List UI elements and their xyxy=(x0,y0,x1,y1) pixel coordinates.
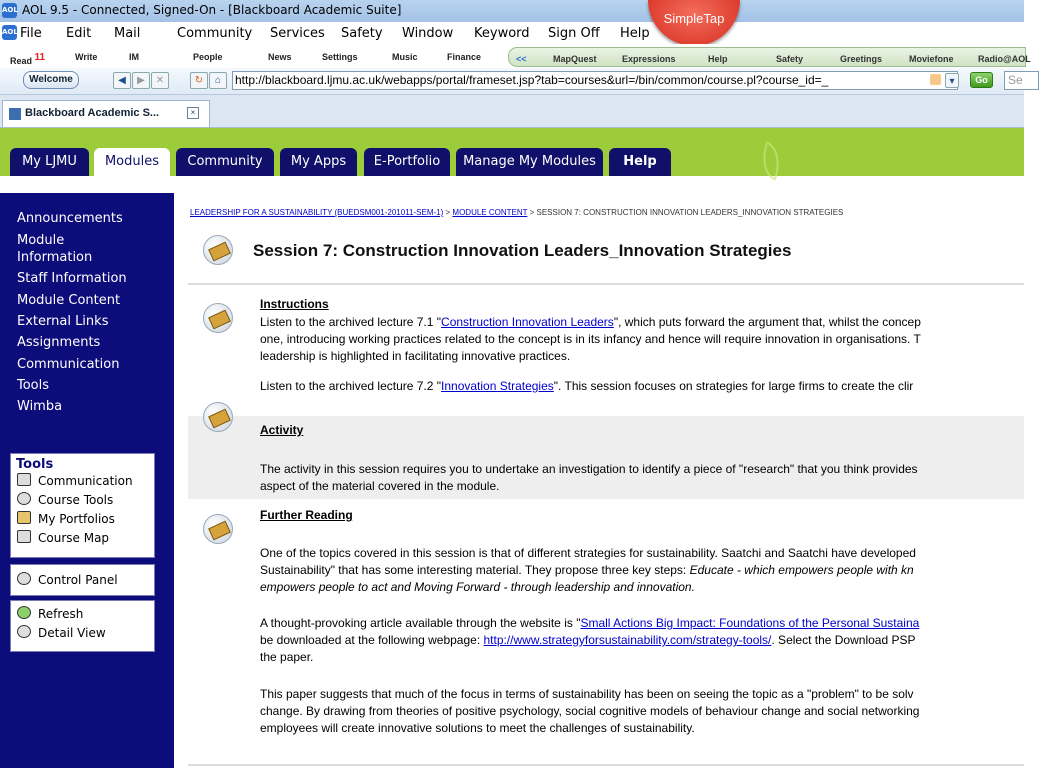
toolbar-write[interactable]: Write xyxy=(75,52,98,62)
further-reading-text: Sustainability" that has some interesting material. They propose three key steps: xyxy=(260,563,690,577)
toolbar-read[interactable] xyxy=(10,52,45,66)
divider xyxy=(188,283,1024,285)
tools-my-portfolios[interactable] xyxy=(11,510,154,529)
divider xyxy=(188,764,1024,766)
go-button[interactable]: Go xyxy=(970,72,993,88)
tools-course-map-label: Course Map xyxy=(38,531,110,545)
window-title: AOL 9.5 - Connected, Signed-On - [Blackboard Academic Suite] xyxy=(22,3,402,17)
toolbar-finance[interactable]: Finance xyxy=(447,52,482,62)
tab-my-ljmu[interactable]: My LJMU xyxy=(10,148,89,176)
read-label: Read xyxy=(10,56,33,66)
url-dropdown-icon[interactable]: ▾ xyxy=(945,73,959,88)
directory-radio[interactable]: Radio@AOL xyxy=(978,54,1031,64)
instructions-text: ". This session focuses on strategies for large firms to create the clir xyxy=(553,379,914,393)
sidebar-item-announcements[interactable]: Announcements xyxy=(17,211,123,226)
further-reading-line-6: the paper. xyxy=(260,650,314,664)
further-reading-line-5 xyxy=(260,632,1030,648)
further-reading-line-9: employees will create innovative solutions to meet the challenges of sustainability. xyxy=(260,721,695,735)
small-actions-article-link[interactable]: Small Actions Big Impact: Foundations of the Personal Sustaina xyxy=(580,616,920,630)
toolbar-music[interactable]: Music xyxy=(392,52,418,62)
tools-course-map[interactable] xyxy=(11,529,154,548)
leaf-decoration-icon xyxy=(755,141,787,180)
further-reading-heading[interactable]: Further Reading xyxy=(260,508,353,522)
refresh-icon xyxy=(17,606,31,619)
tools-communication[interactable] xyxy=(11,472,154,491)
url-input[interactable]: http://blackboard.ljmu.ac.uk/webapps/portal/frameset.jsp?tab=courses&url=/bin/common/course.pl?course_id=_ xyxy=(232,71,958,90)
breadcrumb-link-course[interactable]: LEADERSHIP FOR A SUSTAINABILITY (BUEDSM001-201011-SEM-1) xyxy=(190,208,444,217)
instructions-heading[interactable]: Instructions xyxy=(260,297,329,311)
breadcrumb xyxy=(190,208,843,217)
menu-keyword[interactable]: Keyword xyxy=(474,26,530,41)
home-icon[interactable]: ⌂ xyxy=(209,72,227,89)
menu-sign-off[interactable]: Sign Off xyxy=(548,26,600,41)
sidebar-item-external-links[interactable]: External Links xyxy=(17,314,109,329)
further-reading-item-icon xyxy=(203,514,233,544)
further-reading-line-1: One of the topics covered in this session is that of different strategies for sustainability. Saatchi and Saatchi have developed xyxy=(260,546,916,560)
welcome-button[interactable]: Welcome xyxy=(23,71,79,89)
detail-view-label: Detail View xyxy=(38,626,106,640)
sidebar-item-staff-information[interactable]: Staff Information xyxy=(17,271,127,286)
window-title-bar xyxy=(0,0,1024,23)
menu-window[interactable]: Window xyxy=(402,26,454,41)
breadcrumb-separator: > xyxy=(443,208,453,217)
further-reading-line-4 xyxy=(260,615,1030,631)
further-reading-italic: Educate - which empowers people with kn xyxy=(689,563,914,577)
sidebar-item-assignments[interactable]: Assignments xyxy=(17,335,101,350)
breadcrumb-link-module-content[interactable]: MODULE CONTENT xyxy=(452,208,528,217)
tab-modules[interactable]: Modules xyxy=(94,148,170,176)
strategy-tools-link[interactable]: http://www.strategyforsustainability.com/strategy-tools/ xyxy=(483,633,772,647)
blackboard-tab-icon xyxy=(9,108,21,120)
further-reading-text: be downloaded at the following webpage: xyxy=(260,633,484,647)
instructions-text: Listen to the archived lecture 7.2 " xyxy=(260,379,442,393)
directory-expressions[interactable]: Expressions xyxy=(622,54,676,64)
sidebar-item-module-content[interactable]: Module Content xyxy=(17,293,121,308)
detail-view-link[interactable] xyxy=(11,624,154,643)
menu-mail[interactable]: Mail xyxy=(114,26,141,41)
search-input[interactable]: Se xyxy=(1004,71,1039,90)
tab-manage-my-modules[interactable]: Manage My Modules xyxy=(456,148,603,176)
control-panel-box xyxy=(10,564,155,596)
detail-view-icon xyxy=(17,625,31,638)
control-panel-link[interactable] xyxy=(11,565,154,590)
further-reading-line-3 xyxy=(260,579,1030,595)
aol-menu-icon[interactable]: AOL xyxy=(2,25,17,40)
sidebar-item-communication[interactable]: Communication xyxy=(17,357,120,372)
menu-community[interactable]: Community xyxy=(177,26,253,41)
further-reading-line-8: change. By drawing from theories of positive psychology, social cognitive models of behaviour change and social networking xyxy=(260,704,920,718)
refresh-link[interactable] xyxy=(11,601,154,624)
instructions-text: Listen to the archived lecture 7.1 " xyxy=(260,315,442,329)
further-reading-text: A thought-provoking article available through the website is " xyxy=(260,616,581,630)
directory-help[interactable]: Help xyxy=(708,54,728,64)
toolbar-people[interactable]: People xyxy=(193,52,223,62)
course-map-icon xyxy=(17,530,31,543)
browser-tab-label: Blackboard Academic S... xyxy=(25,107,160,119)
communication-icon xyxy=(17,473,31,486)
directory-back-button[interactable]: << xyxy=(516,54,527,64)
sidebar-item-module-information[interactable]: Module Information xyxy=(17,233,93,265)
tab-help[interactable]: Help xyxy=(609,148,671,176)
sidebar-item-tools[interactable]: Tools xyxy=(17,378,50,393)
portfolio-icon xyxy=(17,511,31,524)
further-reading-line-7: This paper suggests that much of the focus in terms of sustainability has been on seeing the topic as a "problem" to be solv xyxy=(260,687,914,701)
instructions-line-1 xyxy=(260,314,1030,330)
breadcrumb-current: SESSION 7: CONSTRUCTION INNOVATION LEADERS_INNOVATION STRATEGIES xyxy=(536,208,844,217)
control-panel-icon xyxy=(17,572,31,585)
sidebar-item-wimba[interactable]: Wimba xyxy=(17,399,63,414)
back-icon[interactable]: ◀ xyxy=(113,72,131,89)
further-reading-line-2 xyxy=(260,562,1030,578)
menu-help[interactable]: Help xyxy=(620,26,650,41)
aol-logo-icon: AOL xyxy=(2,3,17,18)
further-reading-italic: empowers people to act and Moving Forward - through leadership and innovation. xyxy=(260,580,695,594)
directory-moviefone[interactable]: Moviefone xyxy=(909,54,954,64)
directory-mapquest[interactable]: MapQuest xyxy=(553,54,597,64)
toolbar-settings[interactable]: Settings xyxy=(322,52,358,62)
menu-file[interactable]: File xyxy=(20,26,42,41)
simpletap-button[interactable]: SimpleTap xyxy=(648,0,740,46)
tools-box-heading: Tools xyxy=(16,457,54,472)
instructions-line-4 xyxy=(260,378,1030,394)
content-folder-icon xyxy=(203,235,233,265)
instructions-text: ", which puts forward the argument that, whilst the concep xyxy=(613,315,921,329)
activity-heading[interactable]: Activity xyxy=(260,423,304,437)
menu-edit[interactable]: Edit xyxy=(66,26,92,41)
read-count-badge: 11 xyxy=(34,52,46,63)
tab-community[interactable]: Community xyxy=(176,148,274,176)
directory-greetings[interactable]: Greetings xyxy=(840,54,883,64)
refresh-label: Refresh xyxy=(38,607,84,621)
activity-line-2: aspect of the material covered in the module. xyxy=(260,479,500,493)
course-tools-icon xyxy=(17,492,31,505)
reload-icon[interactable]: ↻ xyxy=(190,72,208,89)
control-panel-label: Control Panel xyxy=(38,573,118,587)
toolbar-im[interactable]: IM xyxy=(129,52,139,62)
close-tab-icon[interactable]: × xyxy=(187,107,199,119)
browser-tab[interactable] xyxy=(2,100,210,127)
tools-my-portfolios-label: My Portfolios xyxy=(38,512,115,526)
toolbar-news[interactable]: News xyxy=(268,52,292,62)
innovation-strategies-link[interactable]: Innovation Strategies xyxy=(441,379,554,393)
tools-course-tools-label: Course Tools xyxy=(38,493,114,507)
menu-safety[interactable]: Safety xyxy=(341,26,383,41)
page-title: Session 7: Construction Innovation Leaders_Innovation Strategies xyxy=(253,241,792,260)
activity-item-icon xyxy=(203,402,233,432)
instructions-item-icon xyxy=(203,303,233,333)
rss-icon[interactable] xyxy=(930,74,941,85)
tools-course-tools[interactable] xyxy=(11,491,154,510)
breadcrumb-separator: > xyxy=(527,208,537,217)
instructions-line-2: one, introducing working practices related to the concept is in its infancy and hence will require innovation in organisations. T xyxy=(260,332,921,346)
directory-safety[interactable]: Safety xyxy=(776,54,804,64)
tab-my-apps[interactable]: My Apps xyxy=(280,148,357,176)
view-options-box xyxy=(10,600,155,652)
forward-icon[interactable]: ▶ xyxy=(132,72,150,89)
tools-box xyxy=(10,453,155,558)
construction-innovation-leaders-link[interactable]: Construction Innovation Leaders xyxy=(441,315,614,329)
instructions-line-3: leadership is highlighted in facilitating innovative practices. xyxy=(260,349,571,363)
activity-line-1: The activity in this session requires you to undertake an investigation to identify a piece of "research" that you think provides xyxy=(260,462,918,476)
stop-icon[interactable]: ✕ xyxy=(151,72,169,89)
tab-e-portfolio[interactable]: E-Portfolio xyxy=(364,148,450,176)
further-reading-text: . Select the Download PSP xyxy=(771,633,916,647)
tools-communication-label: Communication xyxy=(38,474,133,488)
menu-bar xyxy=(0,22,1024,44)
menu-services[interactable]: Services xyxy=(270,26,325,41)
